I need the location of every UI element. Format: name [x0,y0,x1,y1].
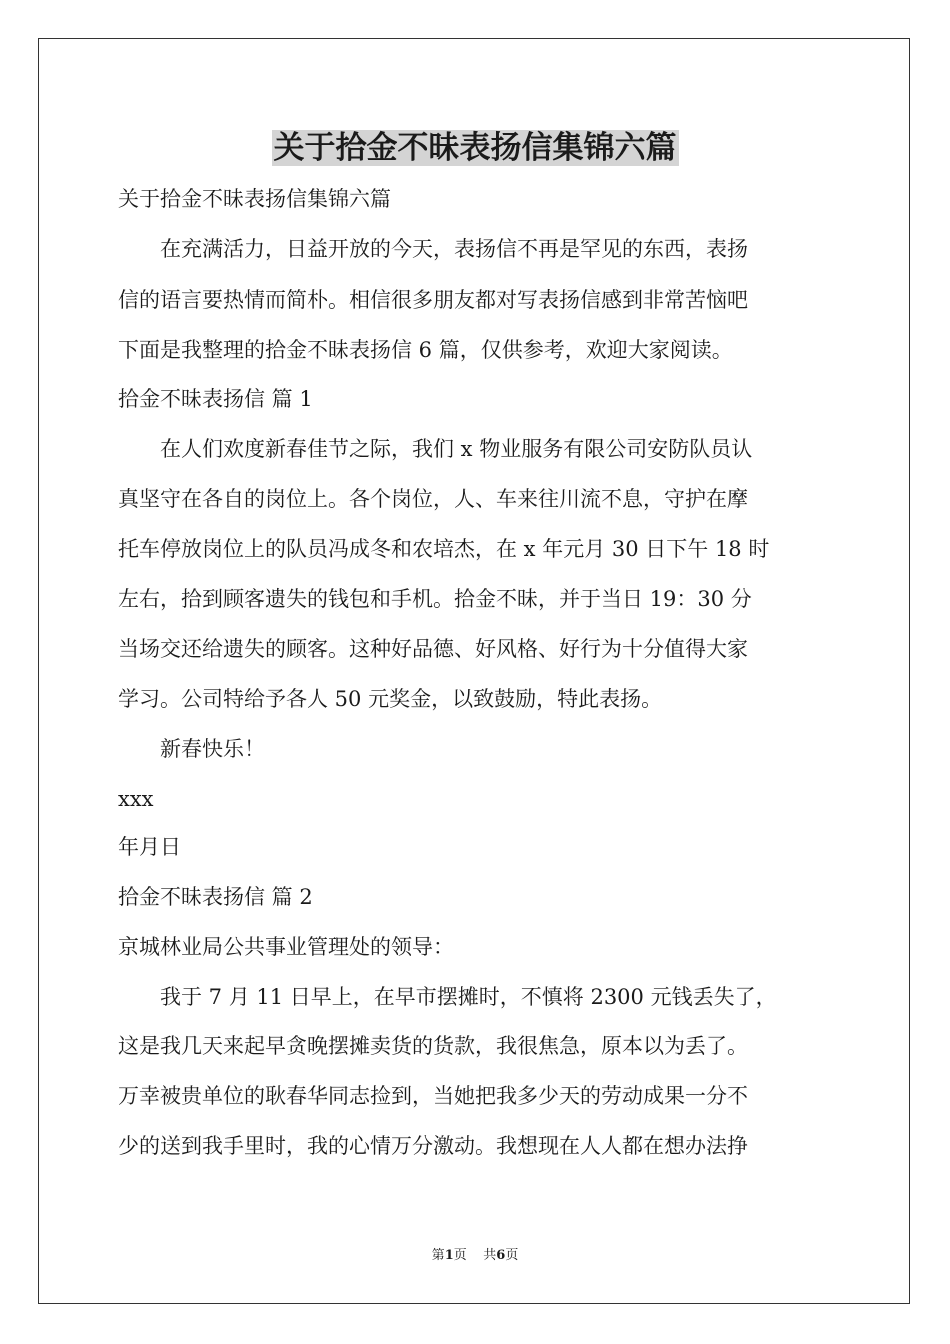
paragraph-line: 我于 7 月 11 日早上，在早市摆摊时，不慎将 2300 元钱丢失了， [118,985,777,1009]
document-title-text: 关于拾金不昧表扬信集锦六篇 [273,130,677,166]
signature-line: xxx [118,787,154,811]
paragraph-line: 在充满活力，日益开放的今天，表扬信不再是罕见的东西，表扬 [118,237,748,261]
paragraph-line: 信的语言要热情而简朴。相信很多朋友都对写表扬信感到非常苦恼吧 [118,288,748,312]
paragraph-line: 托车停放岗位上的队员冯成冬和农培杰，在 x 年元月 30 日下午 18 时 [118,537,770,561]
footer-mid: 页 共 [453,1248,497,1263]
greeting-line: 新春快乐！ [118,737,265,761]
paragraph-line: 下面是我整理的拾金不昧表扬信 6 篇，仅供参考，欢迎大家阅读。 [118,338,733,362]
paragraph-line: 左右，拾到顾客遗失的钱包和手机。拾金不昧，并于当日 19：30 分 [118,587,752,611]
page-border [38,38,910,1304]
paragraph-line: 在人们欢度新春佳节之际，我们 x 物业服务有限公司安防队员认 [118,437,753,461]
paragraph-line: 学习。公司特给予各人 50 元奖金，以致鼓励，特此表扬。 [118,687,663,711]
paragraph-line: 当场交还给遗失的顾客。这种好品德、好风格、好行为十分值得大家 [118,637,748,661]
page-footer [0,1246,950,1266]
footer-page-number: 1 [444,1248,454,1263]
paragraph-line: 少的送到我手里时，我的心情万分激动。我想现在人人都在想办法挣 [118,1134,748,1158]
footer-total-pages: 6 [496,1248,506,1263]
footer-suffix: 页 [505,1248,519,1263]
section-heading-2: 拾金不昧表扬信 篇 2 [118,885,313,909]
salutation-line: 京城林业局公共事业管理处的领导： [118,935,454,959]
paragraph-line: 万幸被贵单位的耿春华同志捡到，当她把我多少天的劳动成果一分不 [118,1084,748,1108]
document-title [0,126,950,170]
paragraph-line: 真坚守在各自的岗位上。各个岗位，人、车来往川流不息，守护在摩 [118,487,748,511]
section-heading-1: 拾金不昧表扬信 篇 1 [118,387,313,411]
subtitle-line: 关于拾金不昧表扬信集锦六篇 [118,187,391,211]
paragraph-line: 这是我几天来起早贪晚摆摊卖货的货款，我很焦急，原本以为丢了。 [118,1034,748,1058]
footer-prefix: 第 [431,1248,445,1263]
date-line: 年月日 [118,835,181,859]
